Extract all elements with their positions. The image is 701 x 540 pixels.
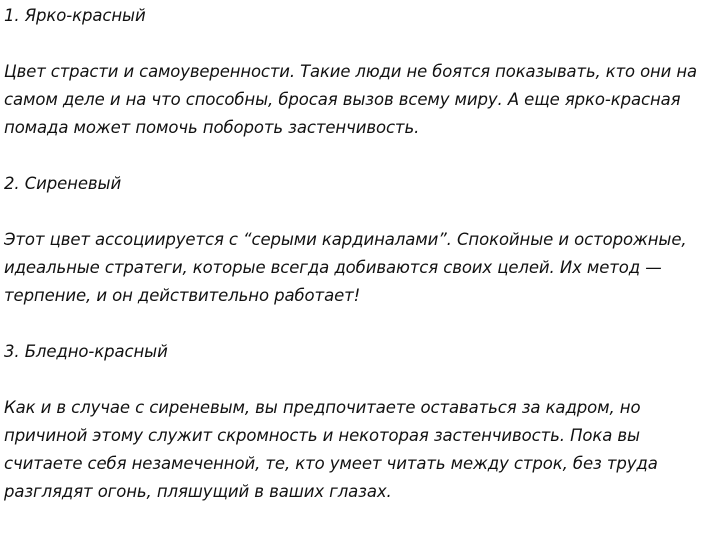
paragraph-line: помада может помочь побороть застенчивость. [4, 118, 420, 137]
paragraph-line: разглядят огонь, пляшущий в ваших глазах. [4, 482, 392, 501]
paragraph-line: Как и в случае с сиреневым, вы предпочитаете оставаться за кадром, но [4, 398, 641, 417]
paragraph-line: причиной этому служит скромность и некоторая застенчивость. Пока вы [4, 426, 640, 445]
paragraph-line: считаете себя незамеченной, те, кто умеет читать между строк, без труда [4, 454, 658, 473]
paragraph-line: Цвет страсти и самоуверенности. Такие люди не боятся показывать, кто они на [4, 62, 697, 81]
paragraph-line: Этот цвет ассоциируется с “серыми кардиналами”. Спокойные и осторожные, [4, 230, 687, 249]
paragraph-line: идеальные стратеги, которые всегда добиваются своих целей. Их метод — [4, 258, 662, 277]
paragraph-line: самом деле и на что способны, бросая вызов всему миру. А еще ярко-красная [4, 90, 681, 109]
section-heading: 2. Сиреневый [4, 174, 122, 193]
section-heading: 3. Бледно-красный [4, 342, 168, 361]
paragraph-line: терпение, и он действительно работает! [4, 286, 361, 305]
section-heading: 1. Ярко-красный [4, 6, 146, 25]
